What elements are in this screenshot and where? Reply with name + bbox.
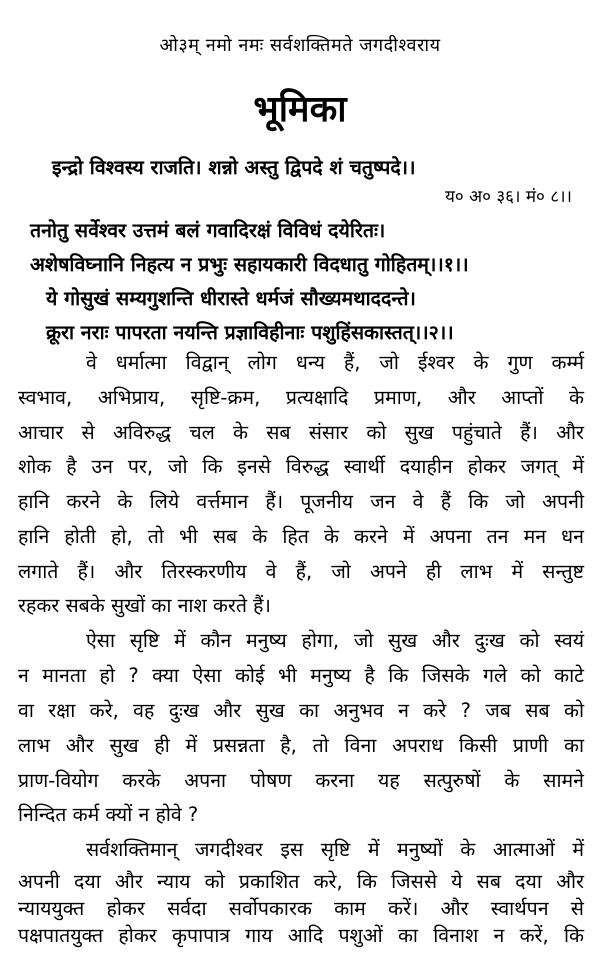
paragraph-1-line: लगाते हैं। और तिरस्करणीय वे हैं, जो अपने ही लाभ में सन्तुष्ट: [18, 560, 584, 583]
paragraph-1-line: वे धर्मात्मा विद्वान् लोग धन्य हैं, जो ईश्वर के गुण कर्म्म: [86, 351, 584, 374]
shloka-line-3: ये गोसुखं सम्यगुशन्ति धीरास्ते धर्मजं सौख्यमथाददन्ते।: [46, 287, 416, 310]
paragraph-1-line: शोक है उन पर, जो कि इनसे विरुद्ध स्वार्थी दयाहीन होकर जगत् में: [18, 455, 584, 478]
paragraph-3-line: सर्वशक्तिमान् जगदीश्वर इस सृष्टि में मनुष्यों के आत्माओं में: [86, 838, 584, 861]
paragraph-2-line: वा रक्षा करे, वह दुःख और सुख का अनुभव न करे ? जब सब को: [18, 699, 584, 722]
paragraph-2-line: ऐसा सृष्टि में कौन मनुष्य होगा, जो सुख और दुःख को स्वयं: [86, 629, 584, 652]
page-title: भूमिका: [253, 89, 347, 130]
paragraph-1-line: आचार से अविरुद्ध चल के सब संसार को सुख पहुंचाते हैं। और: [18, 421, 584, 444]
shloka-line-4: क्रूरा नराः पापरता नयन्ति प्रज्ञाविहीनाः पशुहिंसकास्तत्।।२।।: [46, 321, 454, 344]
paragraph-2-line: लाभ और सुख ही में प्रसन्नता है, तो विना अपराध किसी प्राणी का: [18, 734, 584, 757]
paragraph-3-line: पक्षपातयुक्त होकर कृपापात्र गाय आदि पशुओं का विनाश न करें, कि: [18, 924, 584, 947]
shloka-line-2: अशेषविघ्नानि निहत्य न प्रभुः सहायकारी विदधातु गोहितम्।।१।।: [30, 253, 469, 276]
paragraph-1-line: रहकर सबके सुखों का नाश करते हैं।: [18, 594, 271, 617]
paragraph-3-line: अपनी दया और न्याय को प्रकाशित करे, कि जिससे ये सब दया और: [18, 870, 584, 893]
paragraph-1-line: स्वभाव, अभिप्राय, सृष्टि-क्रम, प्रत्यक्षादि प्रमाण, और आप्तों के: [18, 386, 584, 409]
mantra-line: इन्द्रो विश्वस्य राजति। शन्नो अस्तु द्विपदे शं चतुष्पदे।।: [52, 156, 416, 179]
paragraph-3-line: न्याययुक्त होकर सर्वदा सर्वोपकारक काम करें। और स्वार्थपन से: [18, 897, 584, 920]
mantra-reference: य० अ० ३६। मं० ८।।: [445, 187, 572, 207]
paragraph-1-line: हानि होती हो, तो भी सब के हित के करने में अपना तन मन धन: [18, 525, 584, 548]
paragraph-2-line: न मानता हो ? क्या ऐसा कोई भी मनुष्य है कि जिसके गले को काटे: [18, 664, 584, 687]
paragraph-2-line: निन्दित कर्म क्यों न होवे ?: [18, 803, 199, 826]
paragraph-1-line: हानि करने के लिये वर्त्तमान हैं। पूजनीय जन वे हैं कि जो अपनी: [18, 490, 584, 513]
paragraph-2-line: प्राण-वियोग करके अपना पोषण करना यह सत्पुरुषों के सामने: [18, 769, 584, 792]
invocation-header: ओ३म् नमो नमः सर्वशक्तिमते जगदीश्वराय: [159, 35, 441, 56]
shloka-line-1: तनोतु सर्वेश्वर उत्तमं बलं गवादिरक्षं विविधं दयेरितः।: [30, 219, 386, 242]
